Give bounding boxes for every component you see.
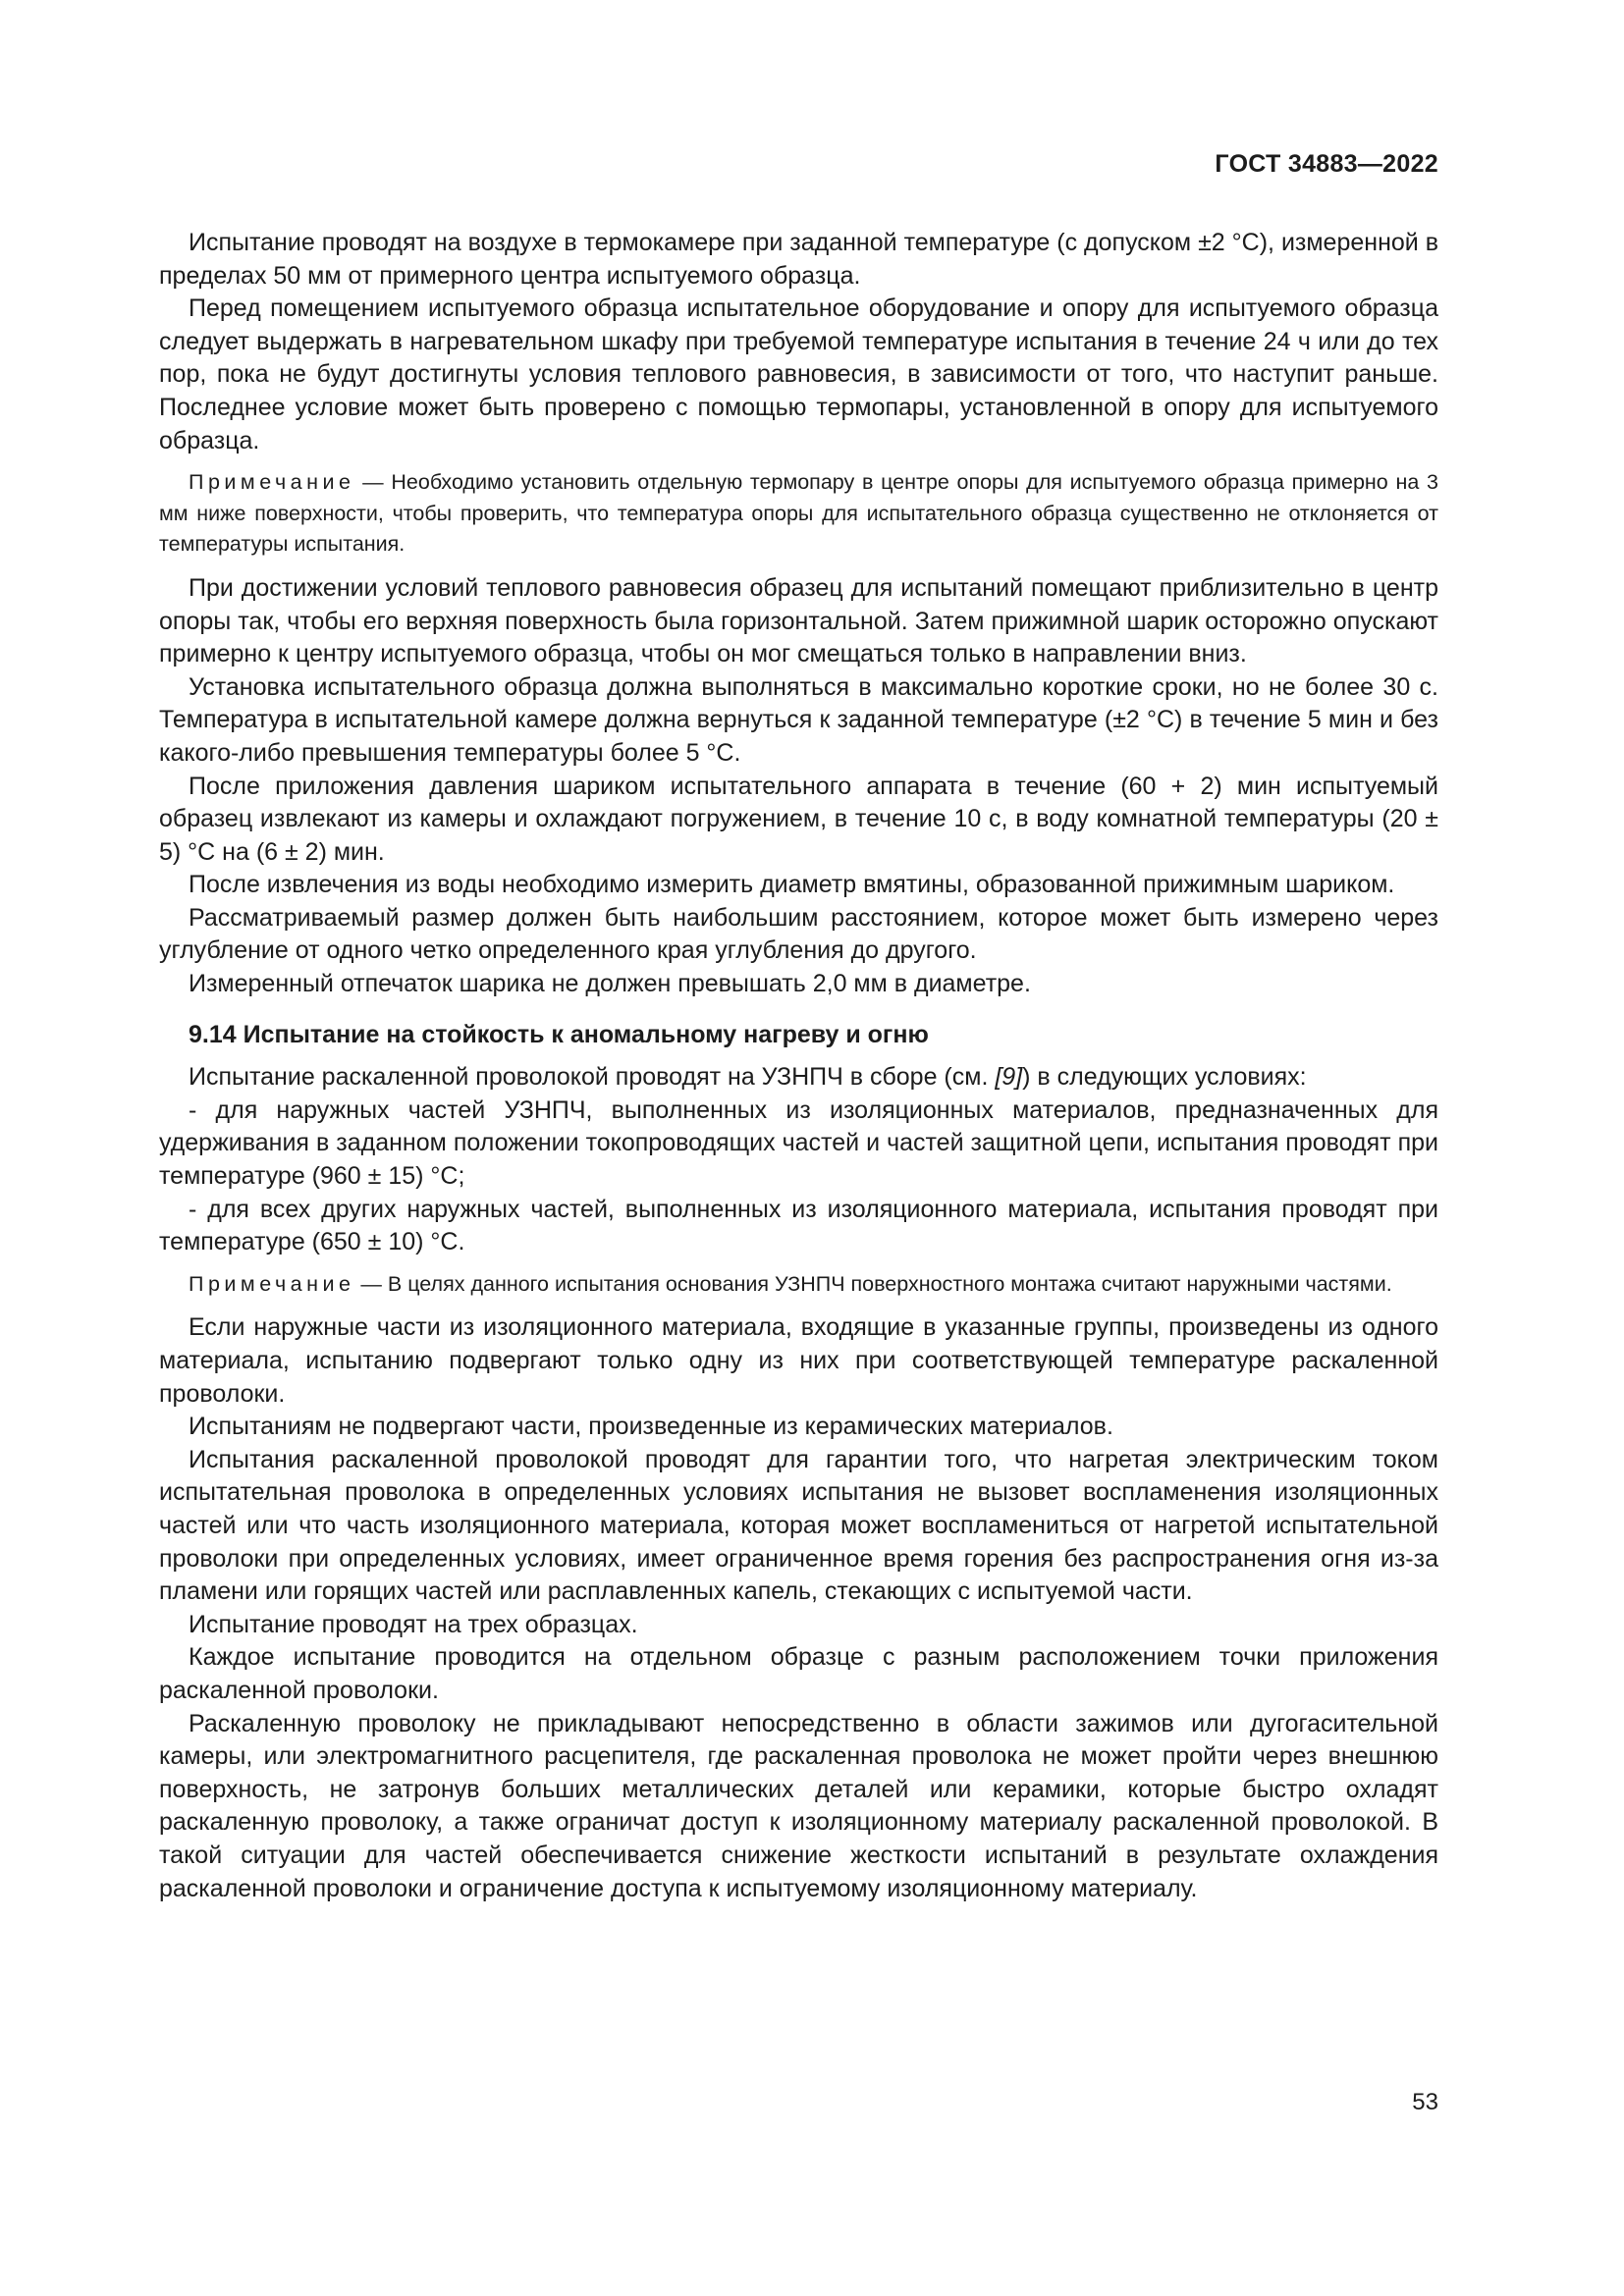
note-text: — Необходимо установить отдельную термопару в центре опоры для испытуемого образца примерно на 3 мм ниже поверхности, чтобы проверить, что температура опоры для испытательного образца существенно не отклоняется от температуры испытания. [159, 470, 1438, 557]
paragraph: Измеренный отпечаток шарика не должен превышать 2,0 мм в диаметре. [189, 970, 1031, 998]
paragraph: Испытаниям не подвергают части, произведенные из керамических материалов. [189, 1413, 1113, 1441]
paragraph: Если наружные части из изоляционного материала, входящие в указанные группы, произведены из одного материала, испытанию подвергают только одну из них при соответствующей температуре раскаленной проволоки. [159, 1313, 1438, 1408]
intro-text: Испытание раскаленной проволокой проводят на УЗНПЧ в сборе (см. [189, 1063, 996, 1092]
list-item: - для всех других наружных частей, выполненных из изоляционного материала, испытания проводят при температуре (650 ± 10) °С. [159, 1195, 1438, 1256]
body-text [159, 227, 1438, 1905]
paragraph: Рассматриваемый размер должен быть наибольшим расстоянием, которое может быть измерено через углубление от одного четко определенного края углубления до другого. [159, 903, 1438, 965]
bibliography-reference: [9] [995, 1063, 1023, 1092]
paragraph: После приложения давления шариком испытательного аппарата в течение (60 + 2) мин испытуемый образец извлекают из камеры и охлаждают погружением, в течение 10 с, в воду комнатной температуры (20 ± 5) °С на (6 ± 2) мин. [159, 772, 1438, 866]
intro-text: ) в следующих условиях: [1022, 1063, 1307, 1092]
note [159, 1269, 1438, 1301]
document-number-header: ГОСТ 34883—2022 [1215, 150, 1438, 178]
note-label: Примечание [189, 470, 355, 495]
paragraph: Каждое испытание проводится на отдельном образце с разным расположением точки приложения раскаленной проволоки. [159, 1643, 1438, 1704]
paragraph: Испытание проводят на воздухе в термокамере при заданной температуре (с допуском ±2 °С), измеренной в пределах 50 мм от примерного центра испытуемого образца. [159, 229, 1438, 290]
paragraph: Испытание проводят на трех образцах. [189, 1610, 638, 1638]
paragraph: Перед помещением испытуемого образца испытательное оборудование и опору для испытуемого образца следует выдержать в нагревательном шкафу при требуемой температуре испытания в течение 24 ч или до тех пор, пока не будут достигнуты условия теплового равновесия, в зависимости от того, что наступит раньше. Последнее условие может быть проверено с помощью термопары, установленной в опору для испытуемого образца. [159, 294, 1438, 454]
note-text: — В целях данного испытания основания УЗНПЧ поверхностного монтажа считают наружными частями. [354, 1271, 1392, 1296]
section-heading: 9.14 Испытание на стойкость к аномальному нагреву и огню [189, 1020, 929, 1048]
paragraph: Испытания раскаленной проволокой проводят для гарантии того, что нагретая электрическим током испытательная проволока в определенных условиях испытания не вызовет воспламенения изоляционных частей или что часть изоляционного материала, которая может воспламениться от нагретой испытательной проволоки при определенных условиях, имеет ограниченное время горения без распространения огня из-за пламени или горящих частей или расплавленных капель, стекающих с испытуемой части. [159, 1445, 1438, 1606]
list-item: - для наружных частей УЗНПЧ, выполненных из изоляционных материалов, предназначенных для удерживания в заданном положении токопроводящих частей и частей защитной цепи, испытания проводят при температуре (960 ± 15) °С; [159, 1095, 1438, 1191]
paragraph: При достижении условий теплового равновесия образец для испытаний помещают приблизительно в центр опоры так, чтобы его верхняя поверхность была горизонтальной. Затем прижимной шарик осторожно опускают примерно к центру испытуемого образца, чтобы он мог смещаться только в направлении вниз. [159, 573, 1438, 668]
paragraph: После извлечения из воды необходимо измерить диаметр вмятины, образованной прижимным шариком. [189, 871, 1395, 899]
paragraph: Установка испытательного образца должна выполняться в максимально короткие сроки, но не более 30 с. Температура в испытательной камере должна вернуться к заданной температуре (±2 °С) в течение 5 мин и без какого-либо превышения температуры более 5 °С. [159, 672, 1438, 767]
note-label: Примечание [189, 1271, 355, 1296]
paragraph: Раскаленную проволоку не прикладывают непосредственно в области зажимов или дугогасительной камеры, или электромагнитного расцепителя, где раскаленная проволока не может пройти через внешнюю поверхность, не затронув больших металлических деталей или керамики, которые быстро охладят раскаленную проволоку, а также ограничат доступ к изоляционному материалу раскаленной проволокой. В такой ситуации для частей обеспечивается снижение жесткости испытаний в результате охлаждения раскаленной проволоки и ограничение доступа к испытуемому изоляционному материалу. [159, 1709, 1438, 1902]
paragraph [159, 1061, 1438, 1095]
note [159, 467, 1438, 561]
page-number: 53 [1412, 2089, 1438, 2115]
